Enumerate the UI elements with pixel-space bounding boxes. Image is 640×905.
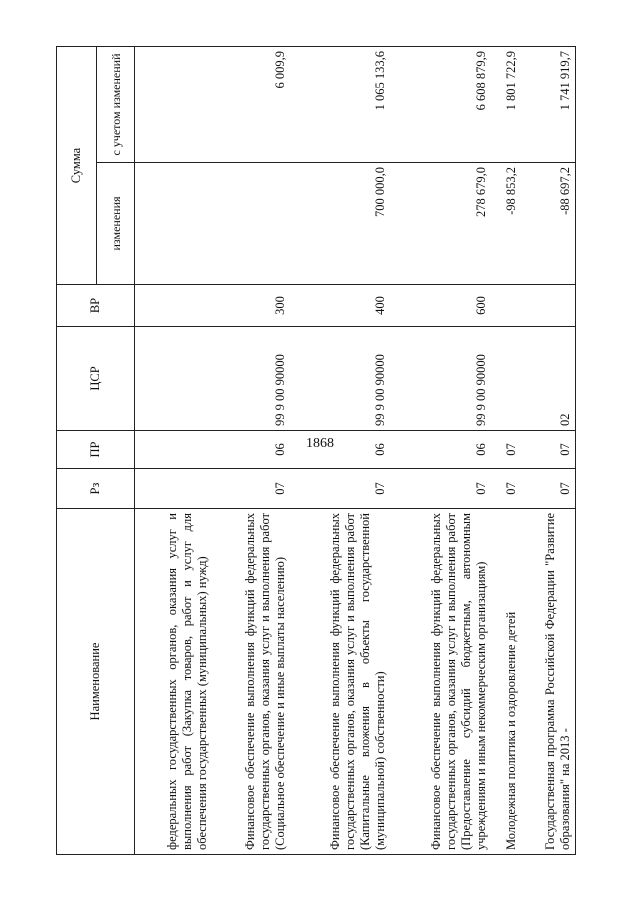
row-pr: 06	[212, 431, 289, 469]
row-vr	[521, 285, 575, 327]
budget-table	[56, 46, 576, 855]
row-rz: 07	[521, 469, 575, 509]
row-vr: 400	[290, 285, 391, 327]
row-vr: 600	[390, 285, 491, 327]
table-row	[521, 47, 575, 855]
row-csr: 99 9 00 90000	[390, 327, 491, 431]
row-name: Государственная программа Российской Федерации "Развитие образования" на 2013 -	[521, 509, 575, 855]
row-vr	[491, 285, 521, 327]
row-csr: 99 9 00 90000	[212, 327, 289, 431]
header-rz: Рз	[57, 469, 135, 509]
header-vr: ВР	[57, 285, 135, 327]
row-vr: 300	[212, 285, 289, 327]
header-name: Наименование	[57, 509, 135, 855]
row-total: 1 741 919,7	[521, 47, 575, 163]
row-name: Финансовое обеспечение выполнения функций федеральных государственных органов, оказания услуг и выполнения работ (Предоставление субсидий бюджетным, автономным учреждениям и иным некоммерческим организациям)	[390, 509, 491, 855]
rotated-budget-table-page	[56, 47, 576, 855]
row-vr	[135, 285, 213, 327]
row-change: -98 853,2	[491, 163, 521, 285]
row-csr: 02	[521, 327, 575, 431]
header-changes: изменения	[97, 163, 135, 285]
row-total	[135, 47, 213, 163]
row-name: Финансовое обеспечение выполнения функций федеральных государственных органов, оказания услуг и выполнения работ (Капитальные вложения в объекты государственной (муниципальной) собственности)	[290, 509, 391, 855]
row-change	[212, 163, 289, 285]
table-row	[212, 47, 289, 855]
row-csr	[491, 327, 521, 431]
row-change: -88 697,2	[521, 163, 575, 285]
header-with-changes: с учетом изменений	[97, 47, 135, 163]
row-pr: 07	[521, 431, 575, 469]
row-pr	[135, 431, 213, 469]
page-number: 1868	[306, 436, 334, 451]
row-rz: 07	[212, 469, 289, 509]
header-csr: ЦСР	[57, 327, 135, 431]
row-name: Молодежная политика и оздоровление детей	[491, 509, 521, 855]
row-name: Финансовое обеспечение выполнения функций федеральных государственных органов, оказания услуг и выполнения работ (Социальное обеспечение и иные выплаты населению)	[212, 509, 289, 855]
row-total: 6 608 879,9	[390, 47, 491, 163]
row-rz: 07	[491, 469, 521, 509]
row-name: федеральных государственных органов, оказания услуг и выполнения работ (Закупка товаров, работ и услуг для обеспечения государственных (муниципальных) нужд)	[135, 509, 213, 855]
row-rz: 07	[290, 469, 391, 509]
header-pr: ПР	[57, 431, 135, 469]
table-row	[390, 47, 491, 855]
table-row	[491, 47, 521, 855]
row-change: 278 679,0	[390, 163, 491, 285]
row-pr: 07	[491, 431, 521, 469]
row-csr	[135, 327, 213, 431]
row-total: 1 801 722,9	[491, 47, 521, 163]
row-change	[135, 163, 213, 285]
table-row	[135, 47, 213, 855]
table-row	[290, 47, 391, 855]
row-csr: 99 9 00 90000	[290, 327, 391, 431]
row-total: 1 065 133,6	[290, 47, 391, 163]
row-total: 6 009,9	[212, 47, 289, 163]
row-pr: 06	[390, 431, 491, 469]
row-pr: 06	[290, 431, 391, 469]
row-rz	[135, 469, 213, 509]
header-sum: Сумма	[57, 47, 97, 285]
row-rz: 07	[390, 469, 491, 509]
row-change: 700 000,0	[290, 163, 391, 285]
